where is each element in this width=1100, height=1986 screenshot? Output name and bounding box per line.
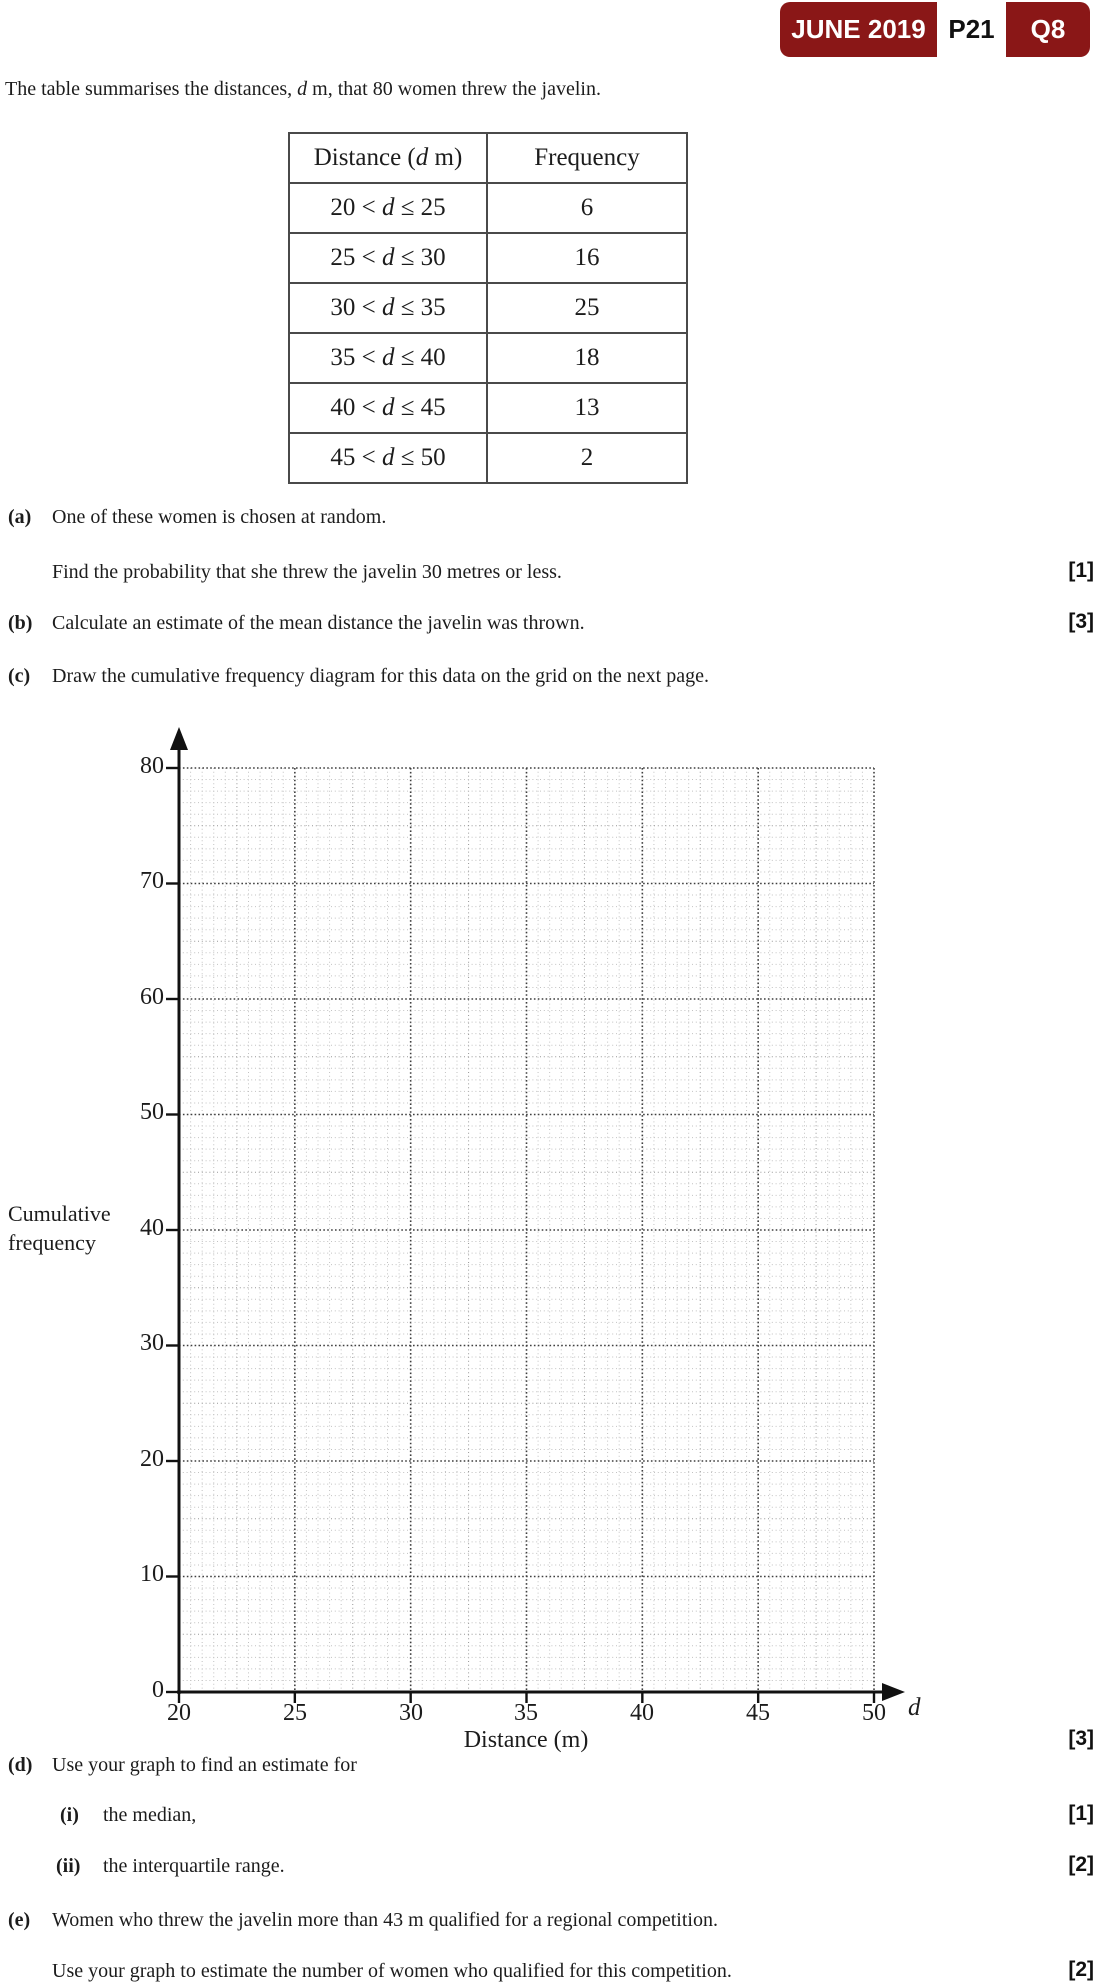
marks-part-a: [1] <box>1068 559 1094 582</box>
part-e-text2: Use your graph to estimate the number of women who qualified for this competition. <box>52 1960 732 1982</box>
d-var: d <box>381 244 395 271</box>
interval-hi: 30 <box>420 244 446 271</box>
y-axis-title-line2: frequency <box>8 1230 96 1255</box>
part-e-label: (e) <box>8 1909 31 1931</box>
part-e-line2 <box>52 1958 732 1984</box>
part-d-text: Use your graph to find an estimate for <box>52 1754 357 1776</box>
marks-part-d-i: [1] <box>1068 1802 1094 1825</box>
interval-hi: 45 <box>420 394 446 421</box>
part-c-label: (c) <box>8 665 31 687</box>
frequency-cell: 16 <box>487 233 687 283</box>
frequency-cell: 2 <box>487 433 687 483</box>
intro-d-var: d <box>297 78 308 100</box>
frequency-header: Frequency <box>487 133 687 183</box>
y-tick-label: 60 <box>140 984 164 1010</box>
interval-hi: 50 <box>420 444 446 471</box>
distance-header-post: m) <box>428 144 463 171</box>
distance-header-pre: Distance ( <box>313 144 416 171</box>
interval-hi: 40 <box>420 344 446 371</box>
marks-part-d-ii: [2] <box>1068 1853 1094 1876</box>
x-tick-label: 25 <box>283 1700 307 1726</box>
marks-part-c: [3] <box>1068 1727 1094 1750</box>
intro-pre: The table summarises the distances, <box>5 78 298 100</box>
x-axis-variable: d <box>908 1694 921 1721</box>
distance-header-d: d <box>415 144 429 171</box>
x-tick-label: 35 <box>514 1700 538 1726</box>
interval-hi: 25 <box>420 194 446 221</box>
leq-sign: ≤ <box>400 244 415 271</box>
y-axis-title-line1: Cumulative <box>8 1201 111 1226</box>
y-tick-label: 30 <box>140 1330 164 1356</box>
leq-sign: ≤ <box>400 444 415 471</box>
interval-lo: 45 <box>330 444 356 471</box>
x-tick-label: 50 <box>862 1700 886 1726</box>
frequency-cell: 6 <box>487 183 687 233</box>
part-d-i-line <box>60 1802 196 1828</box>
lt-sign: < <box>361 394 376 421</box>
y-tick-label: 80 <box>140 753 164 779</box>
y-axis-title <box>8 1199 111 1257</box>
leq-sign: ≤ <box>400 294 415 321</box>
lt-sign: < <box>361 444 376 471</box>
frequency-cell: 13 <box>487 383 687 433</box>
part-d-line <box>8 1752 357 1778</box>
d-var: d <box>381 194 395 221</box>
interval-lo: 20 <box>330 194 356 221</box>
d-var: d <box>381 294 395 321</box>
intro-post: m, that 80 women threw the javelin. <box>307 78 601 100</box>
y-tick-label: 70 <box>140 868 164 894</box>
interval-lo: 30 <box>330 294 356 321</box>
interval-lo: 25 <box>330 244 356 271</box>
y-tick-label: 50 <box>140 1099 164 1125</box>
lt-sign: < <box>361 344 376 371</box>
part-e-line1 <box>8 1907 718 1933</box>
part-c-text: Draw the cumulative frequency diagram for this data on the grid on the next page. <box>52 665 709 687</box>
d-var: d <box>381 344 395 371</box>
part-d-i-text: the median, <box>103 1804 197 1826</box>
part-e-text1: Women who threw the javelin more than 43 m qualified for a regional competition. <box>52 1909 718 1931</box>
frequency-cell: 25 <box>487 283 687 333</box>
part-a-text1: One of these women is chosen at random. <box>52 506 387 528</box>
y-tick-label: 40 <box>140 1215 164 1241</box>
leq-sign: ≤ <box>400 344 415 371</box>
part-d-ii-text: the interquartile range. <box>103 1855 285 1877</box>
x-tick-label: 45 <box>746 1700 770 1726</box>
marks-part-b: [3] <box>1068 610 1094 633</box>
d-var: d <box>381 444 395 471</box>
part-b-text: Calculate an estimate of the mean distance the javelin was thrown. <box>52 612 585 634</box>
badge-session: JUNE 2019 <box>780 2 937 57</box>
badge-question: Q8 <box>1006 2 1090 57</box>
d-var: d <box>381 394 395 421</box>
y-tick-label: 20 <box>140 1446 164 1472</box>
badge-paper: P21 <box>937 2 1006 57</box>
y-tick-label: 0 <box>152 1677 164 1703</box>
part-d-label: (d) <box>8 1754 33 1776</box>
x-tick-label: 30 <box>399 1700 423 1726</box>
part-d-i-label: (i) <box>60 1804 79 1826</box>
lt-sign: < <box>361 194 376 221</box>
part-b-label: (b) <box>8 612 33 634</box>
part-a-label: (a) <box>8 506 32 528</box>
part-d-ii-line <box>56 1853 285 1879</box>
x-axis-title: Distance (m) <box>463 1727 589 1753</box>
part-a-text2: Find the probability that she threw the javelin 30 metres or less. <box>52 561 562 583</box>
interval-hi: 35 <box>420 294 446 321</box>
marks-part-e: [2] <box>1068 1958 1094 1981</box>
interval-lo: 40 <box>330 394 356 421</box>
x-tick-label: 20 <box>167 1700 191 1726</box>
lt-sign: < <box>361 294 376 321</box>
leq-sign: ≤ <box>400 194 415 221</box>
frequency-cell: 18 <box>487 333 687 383</box>
part-d-ii-label: (ii) <box>56 1855 81 1877</box>
y-tick-label: 10 <box>140 1561 164 1587</box>
leq-sign: ≤ <box>400 394 415 421</box>
x-tick-label: 40 <box>630 1700 654 1726</box>
lt-sign: < <box>361 244 376 271</box>
interval-lo: 35 <box>330 344 356 371</box>
